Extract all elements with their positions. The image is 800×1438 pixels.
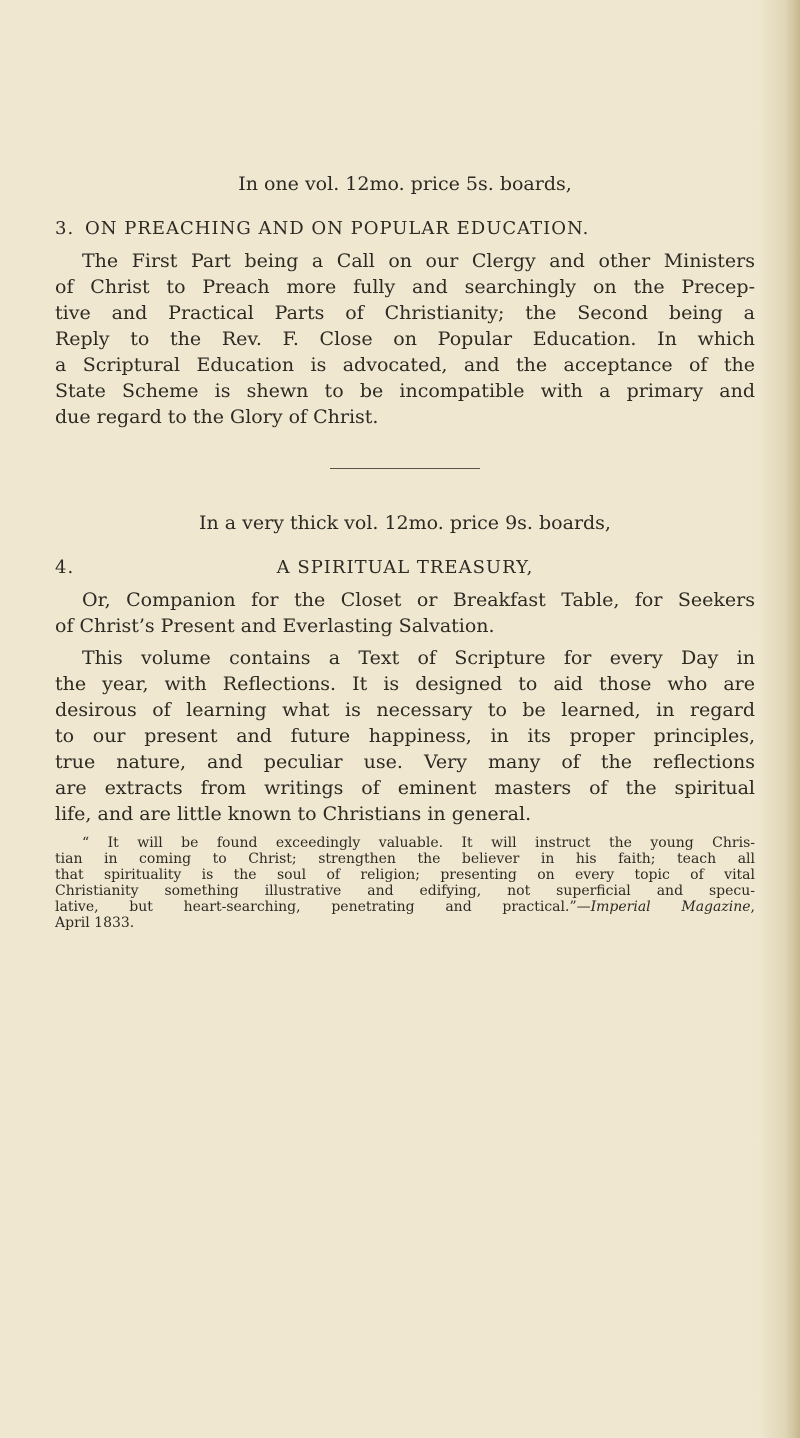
ad3-number: 3. <box>55 218 75 239</box>
ad4-title: A SPIRITUAL TREASURY, <box>276 557 534 578</box>
ad4-body-line: are extracts from writings of eminent masters of the spiritual <box>55 777 755 799</box>
ad3-body-line: tive and Practical Parts of Christianity; the Second being a <box>55 302 755 324</box>
ad3-description <box>55 248 755 430</box>
ad4-body-line: to our present and future happiness, in its proper principles, <box>55 725 755 747</box>
review-source: Imperial Magazine <box>590 899 751 915</box>
ad4-review-quote <box>55 835 755 931</box>
ad3-title-line <box>55 216 755 242</box>
ad3-body-line: Reply to the Rev. F. Close on Popular Education. In which <box>55 328 755 350</box>
review-line <box>55 899 755 915</box>
section-divider <box>330 468 480 469</box>
review-source-suffix: , <box>750 899 755 915</box>
ad4-title-line <box>55 555 755 581</box>
review-date: April 1833. <box>55 915 135 931</box>
ad4-body-line: desirous of learning what is necessary to be learned, in regard <box>55 699 755 721</box>
ad3-body-line: a Scriptural Education is advocated, and the acceptance of the <box>55 354 755 376</box>
advertisement-page <box>55 170 755 931</box>
advertisement-3 <box>55 170 755 430</box>
review-line: that spirituality is the soul of religion; presenting on every topic of vital <box>55 867 755 883</box>
ad4-body-line: the year, with Reflections. It is designed to aid those who are <box>55 673 755 695</box>
ad4-description <box>55 645 755 827</box>
ad4-body-line: life, and are little known to Christians in general. <box>55 803 532 825</box>
ad3-price-header: In one vol. 12mo. price 5s. boards, <box>238 173 572 195</box>
review-line: Christianity something illustrative and edifying, not superficial and specu- <box>55 883 755 899</box>
ad4-number: 4. <box>55 557 75 578</box>
advertisement-4 <box>55 509 755 931</box>
ad4-subtitle <box>55 587 755 639</box>
page-edge-shadow <box>758 0 800 1438</box>
review-line: tian in coming to Christ; strengthen the believer in his faith; teach all <box>55 851 755 867</box>
ad4-body-line: This volume contains a Text of Scripture for every Day in <box>82 647 755 669</box>
ad3-title: ON PREACHING AND ON POPULAR EDUCATION. <box>85 218 590 239</box>
ad3-body-line: due regard to the Glory of Christ. <box>55 406 379 428</box>
ad3-body-line: State Scheme is shewn to be incompatible with a primary and <box>55 380 755 402</box>
ad4-body-line: true nature, and peculiar use. Very many of the reflections <box>55 751 755 773</box>
ad3-body-line: of Christ to Preach more fully and searchingly on the Precep- <box>55 276 755 298</box>
ad3-body-line: The First Part being a Call on our Clergy and other Ministers <box>82 250 755 272</box>
ad4-price-header: In a very thick vol. 12mo. price 9s. boards, <box>199 512 611 534</box>
review-line-text: lative, but heart-searching, penetrating and practical.”— <box>55 899 591 915</box>
review-line: “ It will be found exceedingly valuable. It will instruct the young Chris- <box>82 835 755 851</box>
ad4-subtitle-line: of Christ’s Present and Everlasting Salvation. <box>55 615 495 637</box>
ad4-subtitle-line: Or, Companion for the Closet or Breakfast Table, for Seekers <box>82 589 755 611</box>
